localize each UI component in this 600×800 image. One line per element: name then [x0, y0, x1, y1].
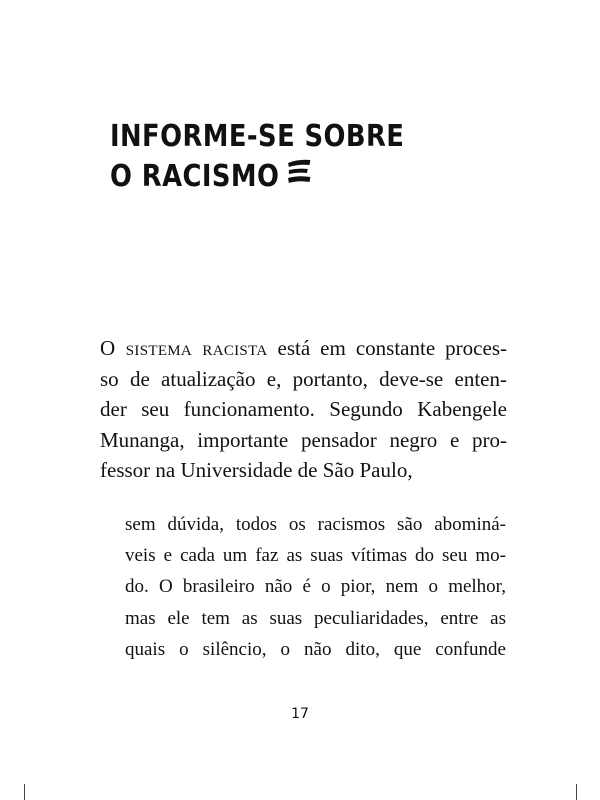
heading-line-1: INFORME-SE SOBRE [110, 119, 405, 154]
body-line-1 [100, 333, 507, 364]
body-line-2: so de atualização e, portanto, deve-se enten- [100, 366, 507, 391]
body-line-3: der seu funcionamento. Segundo Kabengele [100, 397, 507, 421]
body-line-1-rest: está em constante proces- [267, 336, 507, 360]
body-line-4: Munanga, importante pensador negro e pro- [100, 427, 507, 452]
body-lead-smallcaps: O sistema racista [100, 336, 268, 360]
triple-dash-icon [286, 155, 312, 195]
crop-mark-left [24, 784, 25, 800]
quote-line-3: do. O brasileiro não é o pior, nem o melhor, [125, 576, 506, 598]
block-quote [125, 509, 506, 665]
body-paragraph [100, 333, 507, 486]
quote-line-5: quais o silêncio, o não dito, que confunde [125, 638, 506, 660]
quote-line-2: veis e cada um faz as suas vítimas do seu mo- [125, 545, 506, 567]
crop-mark-right [576, 784, 577, 800]
quote-line-1: sem dúvida, todos os racismos são abominá- [125, 514, 506, 535]
body-line-5: fessor na Universidade de São Paulo, [100, 458, 413, 482]
quote-line-4: mas ele tem as suas peculiaridades, entre as [125, 607, 506, 629]
chapter-heading [110, 117, 404, 198]
heading-line-2 [110, 157, 404, 198]
heading-line-2-text: O RACISMO [110, 159, 280, 194]
page-number: 17 [291, 706, 309, 722]
